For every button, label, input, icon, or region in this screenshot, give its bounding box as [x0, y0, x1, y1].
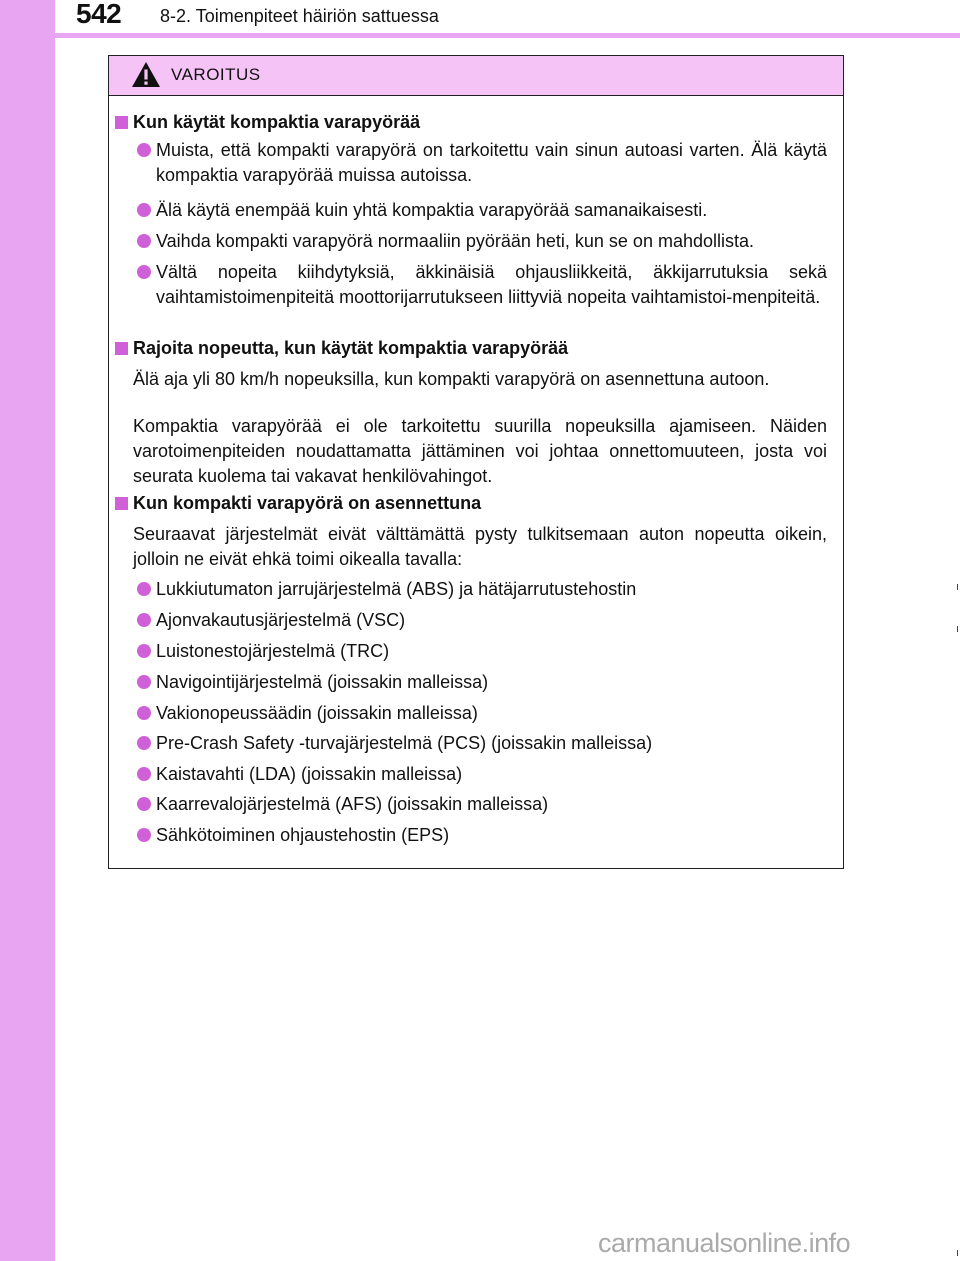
paragraph: Seuraavat järjestelmät eivät välttämättä pysty tulkitsemaan auton nopeutta oikein, jolloin ne eivät ehkä toimi oikealla tavalla:: [133, 524, 827, 569]
section-heading: Rajoita nopeutta, kun käytät kompaktia varapyörää: [133, 338, 569, 358]
bullet-text: Kaarrevalojärjestelmä (AFS) (joissakin malleissa): [156, 794, 549, 814]
bullet-dot: [137, 797, 151, 811]
warning-box: [108, 55, 844, 869]
warning-title: VAROITUS: [171, 65, 261, 84]
section-title: 8-2. Toimenpiteet häiriön sattuessa: [160, 6, 439, 26]
bullet-text: Vältä nopeita kiihdytyksiä, äkkinäisiä ohjausliikkeitä, äkkijarrutuksia sekä vaihtamistoimenpiteitä moottorijarrutukseen liittyviä nopeita vaihtamistoi-menpiteitä.: [156, 262, 827, 307]
bullet-dot: [137, 203, 151, 217]
bullet-dot: [137, 767, 151, 781]
bullet-text: Luistonestojärjestelmä (TRC): [156, 641, 390, 661]
crop-mark: [957, 584, 958, 590]
bullet-text: Älä käytä enempää kuin yhtä kompaktia varapyörää samanaikaisesti.: [156, 200, 708, 220]
bullet-dot: [137, 582, 151, 596]
bullet-text: Navigointijärjestelmä (joissakin malleissa): [156, 672, 489, 692]
warning-header: [109, 56, 843, 96]
bullet-dot: [137, 613, 151, 627]
section-marker: [115, 116, 128, 129]
side-color-strip: [0, 0, 55, 1261]
section-heading: Kun käytät kompaktia varapyörää: [133, 112, 421, 132]
crop-mark: [957, 1250, 958, 1256]
paragraph: Älä aja yli 80 km/h nopeuksilla, kun kompakti varapyörä on asennettuna autoon.: [133, 369, 770, 389]
bullet-text: Muista, että kompakti varapyörä on tarkoitettu vain sinun autoasi varten. Älä käytä kompaktia varapyörää muissa autoissa.: [156, 140, 827, 185]
bullet-text: Vakionopeussäädin (joissakin malleissa): [156, 703, 478, 723]
header-rule: [55, 33, 960, 38]
bullet-text: Sähkötoiminen ohjaustehostin (EPS): [156, 825, 450, 845]
bullet-dot: [137, 706, 151, 720]
paragraph: Kompaktia varapyörää ei ole tarkoitettu suurilla nopeuksilla ajamiseen. Näiden varotoimenpiteiden noudattamatta jättäminen voi johtaa onnettomuuteen, josta voi seurata kuolema tai vakavat henkilövahingot.: [133, 416, 827, 486]
bullet-text: Vaihda kompakti varapyörä normaaliin pyörään heti, kun se on mahdollista.: [156, 231, 754, 251]
bullet-dot: [137, 675, 151, 689]
bullet-dot: [137, 828, 151, 842]
watermark: carmanualsonline.info: [598, 1228, 851, 1258]
bullet-text: Pre-Crash Safety -turvajärjestelmä (PCS) (joissakin malleissa): [156, 733, 653, 753]
warning-triangle-icon: [131, 61, 161, 93]
bullet-text: Kaistavahti (LDA) (joissakin malleissa): [156, 764, 463, 784]
bullet-dot: [137, 644, 151, 658]
bullet-dot: [137, 234, 151, 248]
bullet-dot: [137, 143, 151, 157]
crop-mark: [957, 626, 958, 632]
bullet-dot: [137, 736, 151, 750]
bullet-text: Ajonvakautusjärjestelmä (VSC): [156, 610, 406, 630]
section-marker: [115, 342, 128, 355]
page-number: 542: [76, 0, 122, 29]
section-heading: Kun kompakti varapyörä on asennettuna: [133, 493, 482, 513]
bullet-dot: [137, 265, 151, 279]
bullet-text: Lukkiutumaton jarrujärjestelmä (ABS) ja hätäjarrutustehostin: [156, 579, 637, 599]
section-marker: [115, 497, 128, 510]
